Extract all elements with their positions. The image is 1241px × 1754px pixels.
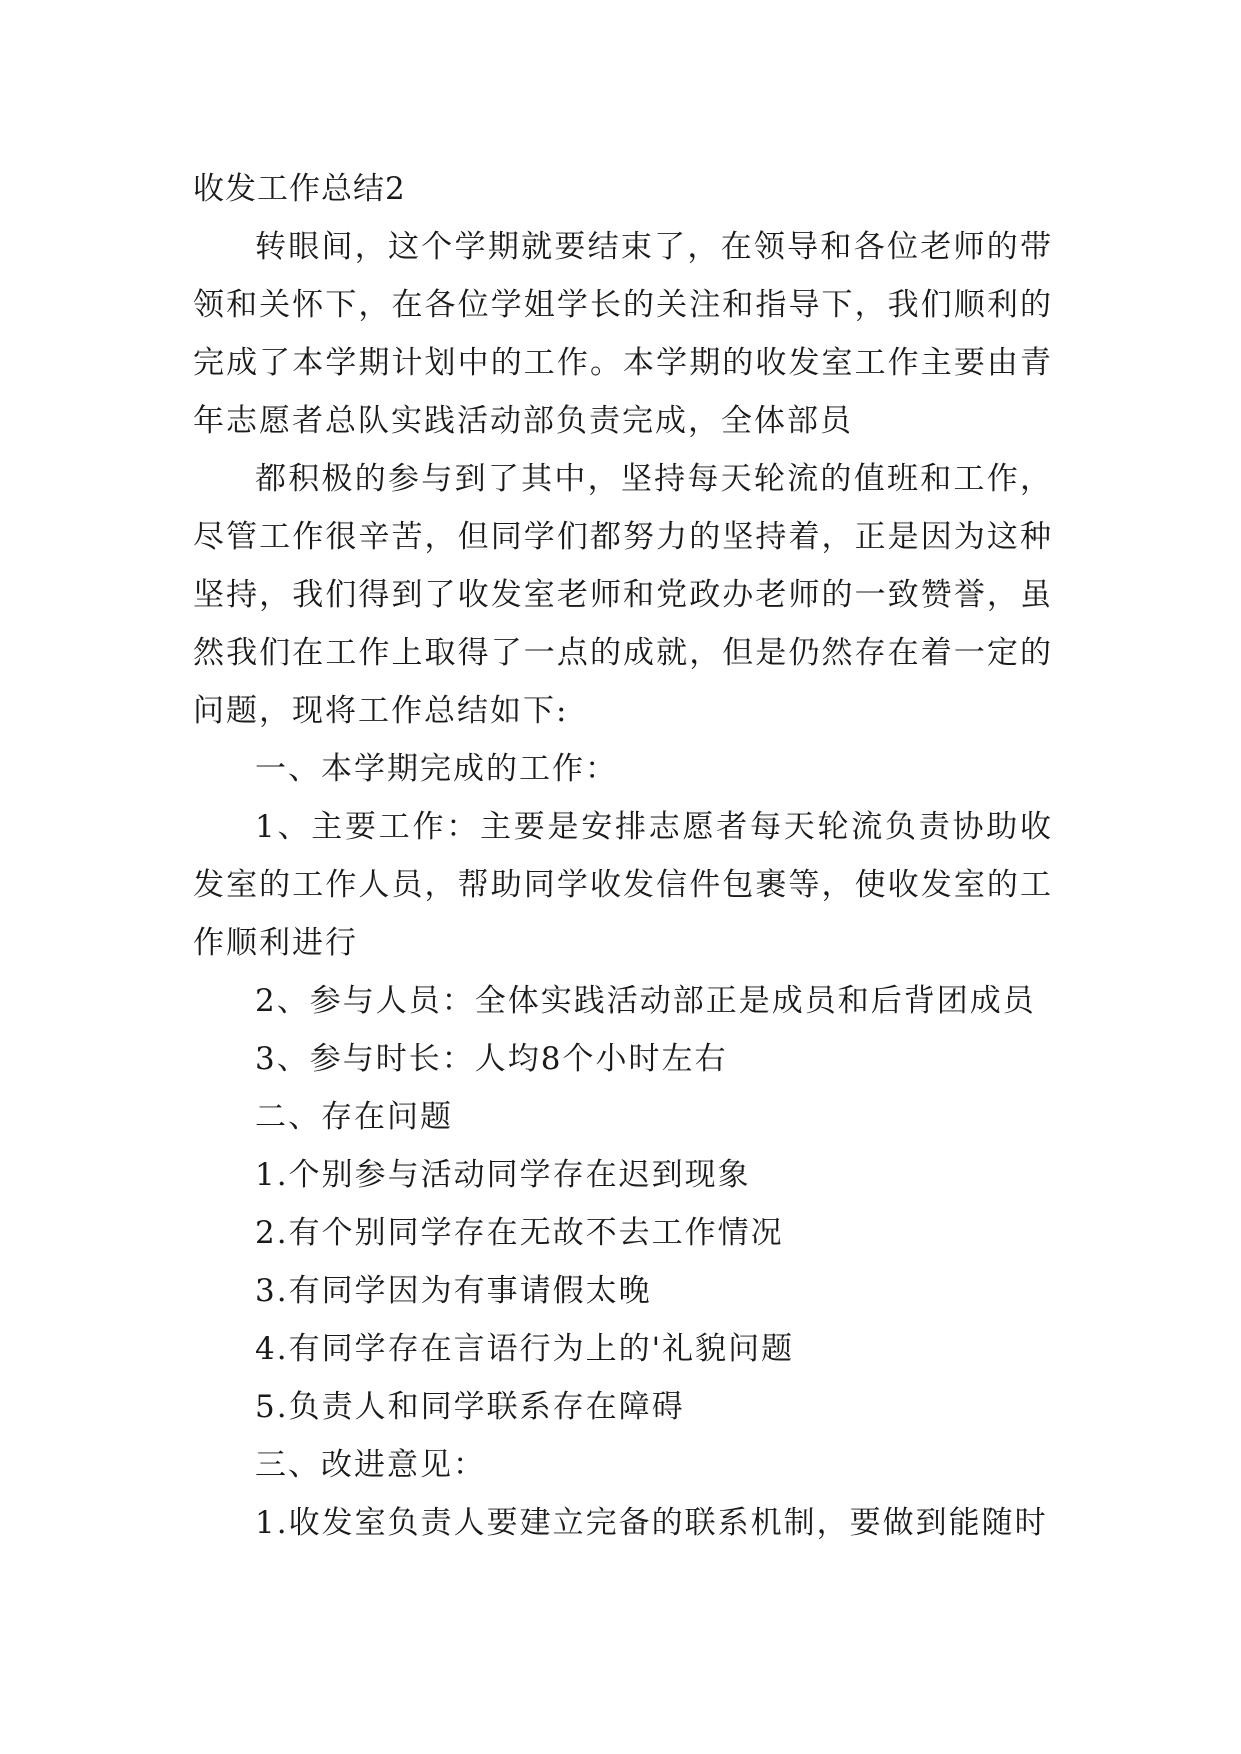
paragraph-summary: 都积极的参与到了其中，坚持每天轮流的值班和工作，尽管工作很辛苦，但同学们都努力的坚持着，正是因为这种坚持，我们得到了收发室老师和党政办老师的一致赞誉，虽然我们在工作上取得了一点的成就，但是仍然存在着一定的问题，现将工作总结如下: bbox=[193, 461, 1053, 729]
list-item-problem-1: 1.个别参与活动同学存在迟到现象 bbox=[255, 1157, 751, 1193]
list-item-problem-4: 4.有同学存在言语行为上的'礼貌问题 bbox=[255, 1331, 795, 1367]
list-item-participants: 2、参与人员：全体实践活动部正是成员和后背团成员 bbox=[255, 983, 1036, 1019]
section-heading-problems: 二、存在问题 bbox=[255, 1099, 453, 1135]
list-item-problem-5: 5.负责人和同学联系存在障碍 bbox=[255, 1389, 685, 1425]
list-item-problem-3: 3.有同学因为有事请假太晚 bbox=[255, 1273, 652, 1309]
document-page bbox=[193, 160, 1053, 1552]
document-title: 收发工作总结2 bbox=[193, 171, 406, 207]
paragraph-intro: 转眼间，这个学期就要结束了，在领导和各位老师的带领和关怀下，在各位学姐学长的关注和指导下，我们顺利的完成了本学期计划中的工作。本学期的收发室工作主要由青年志愿者总队实践活动部负责完成，全体部员 bbox=[193, 229, 1053, 439]
list-item-problem-2: 2.有个别同学存在无故不去工作情况 bbox=[255, 1215, 784, 1251]
section-heading-improvements: 三、改进意见： bbox=[255, 1447, 486, 1483]
list-item-improvement-1: 1.收发室负责人要建立完备的联系机制，要做到能随时 bbox=[255, 1505, 1048, 1541]
list-item-main-work: 1、主要工作：主要是安排志愿者每天轮流负责协助收发室的工作人员，帮助同学收发信件包裹等，使收发室的工作顺利进行 bbox=[193, 809, 1053, 961]
section-heading-completed-work: 一、本学期完成的工作： bbox=[255, 751, 618, 787]
list-item-duration: 3、参与时长：人均8个小时左右 bbox=[255, 1041, 728, 1077]
